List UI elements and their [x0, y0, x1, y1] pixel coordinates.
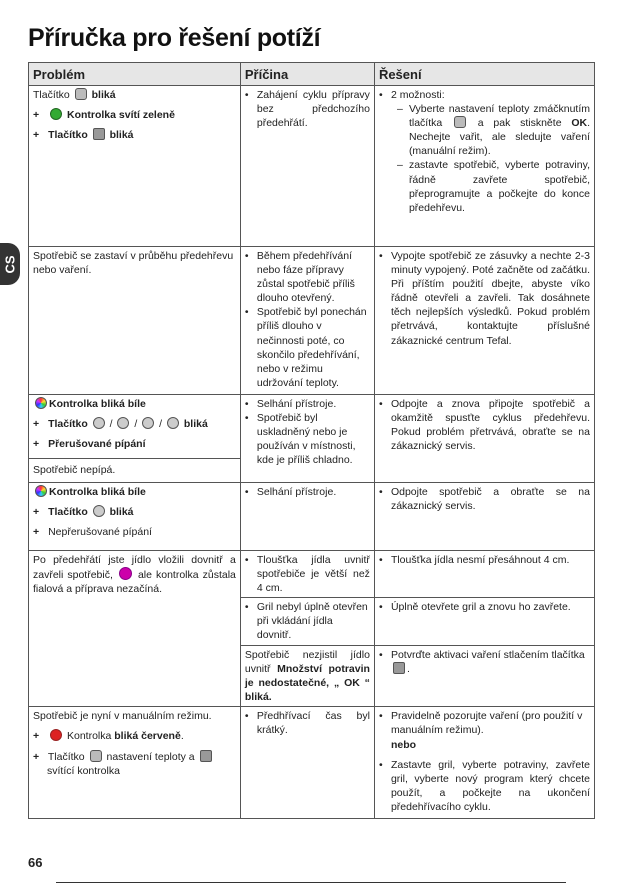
- solution-cell: • 2 možnosti: – Vyberte nastavení teploty zmáčknutím tlačítka a pak stiskněte OK. Nechejte vařit, ale sledujte vaření (manuální režim). – zastavte spotřebič, vyberte potraviny, řádně zavřete spotřebič, přeprogramujte a počkejte do konce předehřevu.: [374, 85, 594, 246]
- button-icon: [117, 417, 129, 429]
- cause-cell: • Selhání přístroje.: [240, 482, 374, 550]
- page-number: 66: [28, 855, 43, 870]
- cause-cell: Spotřebič nezjistil jídlo uvnitř Množství potravin je nedostatečné, „ OK “ bliká.: [240, 645, 374, 707]
- green-light-icon: [50, 108, 62, 120]
- grill-icon: [200, 750, 212, 762]
- solution-cell: • Pravidelně pozorujte vaření (pro použití v manuálním režimu). nebo • Zastavte gril, vyberte potraviny, zavřete gril, vyberte nový program který chcete použít, a počkejte na ukončení předehřívacího cyklu.: [374, 707, 594, 819]
- button-icon: [93, 505, 105, 517]
- table-row: [29, 482, 595, 550]
- problem-cell: Spotřebič je nyní v manuálním režimu. + Kontrolka bliká červeně. + Tlačítko nastavení teploty a svítící kontrolka: [29, 707, 241, 819]
- table-row: [29, 394, 595, 482]
- header-solution: Řešení: [374, 63, 594, 86]
- problem-cell: Kontrolka bliká bíle + Tlačítko bliká + Nepřerušované pípání: [29, 482, 241, 550]
- table-row: [29, 550, 595, 598]
- table-row: [29, 707, 595, 819]
- purple-light-icon: [119, 567, 132, 580]
- table-header-row: [29, 63, 595, 86]
- cause-cell: • Gril nebyl úplně otevřen při vkládání jídla dovnitř.: [240, 598, 374, 646]
- multicolor-light-icon: [35, 485, 47, 497]
- red-light-icon: [50, 729, 62, 741]
- solution-cell: • Odpojte a znova připojte spotřebič a okamžitě spusťte cyklus předehřevu. Pokud problém přetrvává, obraťte se na zákaznický servis.: [374, 394, 594, 482]
- problem-cell: Spotřebič se zastaví v průběhu předehřevu nebo vaření.: [29, 246, 241, 394]
- header-cause: Příčina: [240, 63, 374, 86]
- solution-cell: • Vypojte spotřebič ze zásuvky a nechte 2-3 minuty vypojený. Poté začněte od začátku. Při příštím použití dbejte, abyste víko řádně otevřeli a zavřeli. Tak dosáhnete těch nejlepších výsledků. Pokud problém přetrvává, kontaktujte příslušné zákaznické centrum Tefal.: [374, 246, 594, 394]
- cause-cell: • Předhřívací čas byl krátký.: [240, 707, 374, 819]
- program-button-icon: [93, 128, 105, 140]
- button-icon: [93, 417, 105, 429]
- cause-cell: • Zahájení cyklu přípravy bez předchozího předehřátí.: [240, 85, 374, 246]
- language-tab: CS: [0, 243, 20, 285]
- solution-cell: • Potvrďte aktivaci vaření stlačením tlačítka .: [374, 645, 594, 707]
- table-row: [29, 85, 595, 246]
- cause-cell: • Během předehřívání nebo fáze přípravy zůstal spotřebič příliš dlouho otevřený. • Spotřebič byl ponechán příliš dlouho v nečinnosti poté, co skončilo předehřívání, nebo v režimu udržování teploty.: [240, 246, 374, 394]
- button-icon: [142, 417, 154, 429]
- page-title: Příručka pro řešení potíží: [28, 24, 321, 52]
- cause-cell: • Tloušťka jídla uvnitř spotřebiče je větší než 4 cm.: [240, 550, 374, 598]
- header-problem: Problém: [29, 63, 241, 86]
- problem-cell: Kontrolka bliká bíle + Tlačítko / / / bliká + Přerušované pípání Spotřebič nepípá.: [29, 394, 241, 482]
- troubleshooting-table: [28, 62, 595, 819]
- problem-cell: Po předehřátí jste jídlo vložili dovnitř a zavřeli spotřebič, ale kontrolka zůstala fialová a příprava nezačíná.: [29, 550, 241, 707]
- ok-button-icon: [393, 662, 405, 674]
- multicolor-light-icon: [35, 397, 47, 409]
- table-row: [29, 246, 595, 394]
- solution-cell: • Tloušťka jídla nesmí přesáhnout 4 cm.: [374, 550, 594, 598]
- cause-cell: • Selhání přístroje. • Spotřebič byl uskladněný nebo je používán v místnosti, kde je příliš chladno.: [240, 394, 374, 482]
- hand-button-icon: [75, 88, 87, 100]
- footer-divider: [56, 882, 566, 883]
- solution-cell: • Úplně otevřete gril a znovu ho zavřete.: [374, 598, 594, 646]
- hand-button-icon: [454, 116, 466, 128]
- button-icon: [167, 417, 179, 429]
- solution-cell: • Odpojte spotřebič a obraťte se na zákaznický servis.: [374, 482, 594, 550]
- problem-cell: Tlačítko bliká + Kontrolka svítí zeleně + Tlačítko bliká: [29, 85, 241, 246]
- hand-button-icon: [90, 750, 102, 762]
